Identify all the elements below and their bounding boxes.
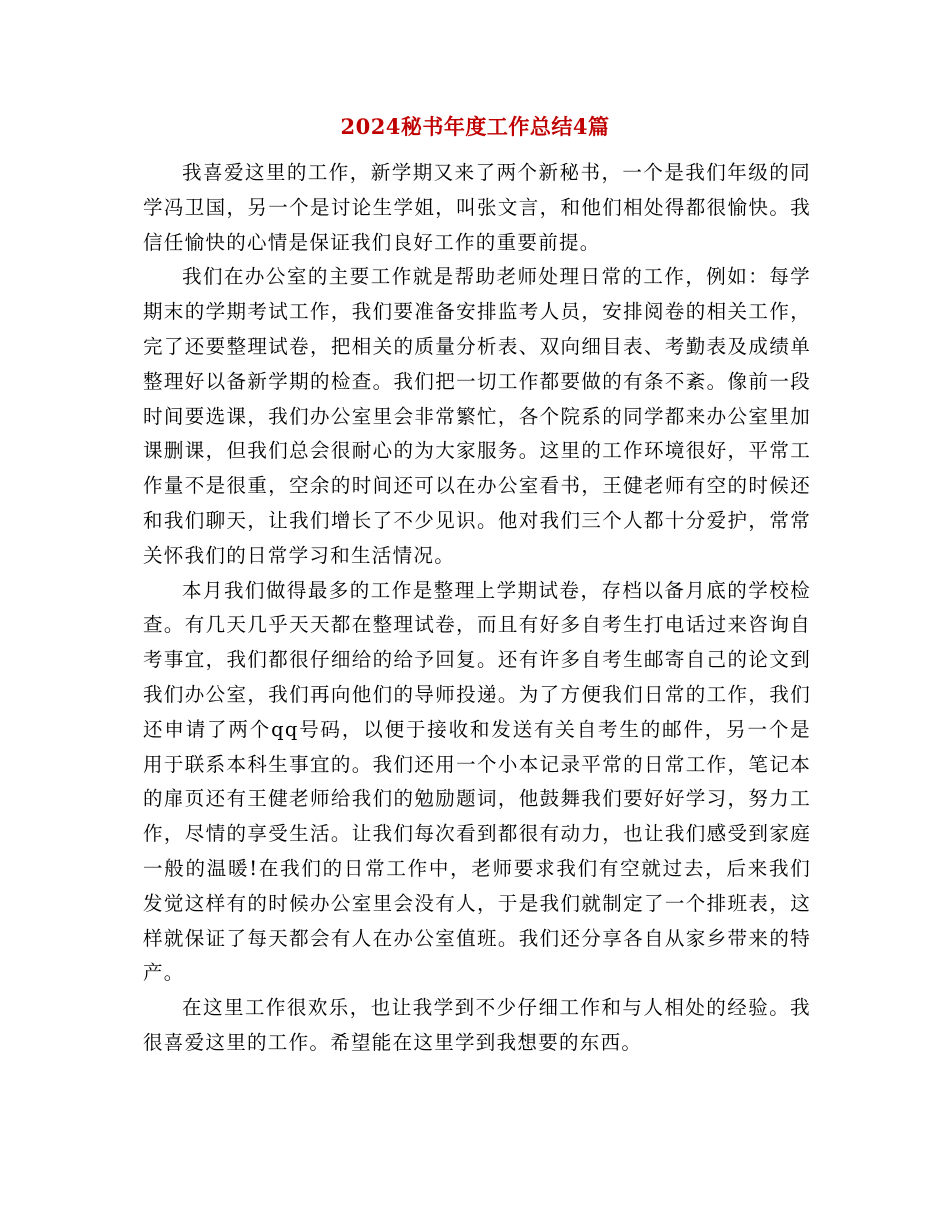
document-title: 2024秘书年度工作总结4篇 xyxy=(340,114,610,139)
paragraph-4: 在这里工作很欢乐，也让我学到不少仔细工作和与人相处的经验。我很喜爱这里的工作。希望能在这里学到我想要的东西。 xyxy=(143,996,811,1054)
document-body xyxy=(143,156,811,1061)
paragraph-1: 我喜爱这里的工作，新学期又来了两个新秘书，一个是我们年级的同学冯卫国，另一个是讨论生学姐，叫张文言，和他们相处得都很愉快。我信任愉快的心情是保证我们良好工作的重要前提。 xyxy=(143,161,811,254)
paragraph-3: 本月我们做得最多的工作是整理上学期试卷，存档以备月底的学校检查。有几天几乎天天都在整理试卷，而且有好多自考生打电话过来咨询自考事宜，我们都很仔细给的给予回复。还有许多自考生邮寄自己的论文到我们办公室，我们再向他们的导师投递。为了方便我们日常的工作，我们还申请了两个qq号码，以便于接收和发送有关自考生的邮件，另一个是用于联系本科生事宜的。我们还用一个小本记录平常的日常工作，笔记本的扉页还有王健老师给我们的勉励题词，他鼓舞我们要好好学习，努力工作，尽情的享受生活。让我们每次看到都很有动力，也让我们感受到家庭一般的温暖!在我们的日常工作中，老师要求我们有空就过去，后来我们发觉这样有的时候办公室里会没有人，于是我们就制定了一个排班表，这样就保证了每天都会有人在办公室值班。我们还分享各自从家乡带来的特产。 xyxy=(143,578,811,985)
paragraph-2: 我们在办公室的主要工作就是帮助老师处理日常的工作，例如：每学期末的学期考试工作，我们要准备安排监考人员，安排阅卷的相关工作，完了还要整理试卷，把相关的质量分析表、双向细目表、考勤表及成绩单整理好以备新学期的检查。我们把一切工作都要做的有条不紊。像前一段时间要选课，我们办公室里会非常繁忙，各个院系的同学都来办公室里加课删课，但我们总会很耐心的为大家服务。这里的工作环境很好，平常工作量不是很重，空余的时间还可以在办公室看书，王健老师有空的时候还和我们聊天，让我们增长了不少见识。他对我们三个人都十分爱护，常常关怀我们的日常学习和生活情况。 xyxy=(143,265,811,567)
